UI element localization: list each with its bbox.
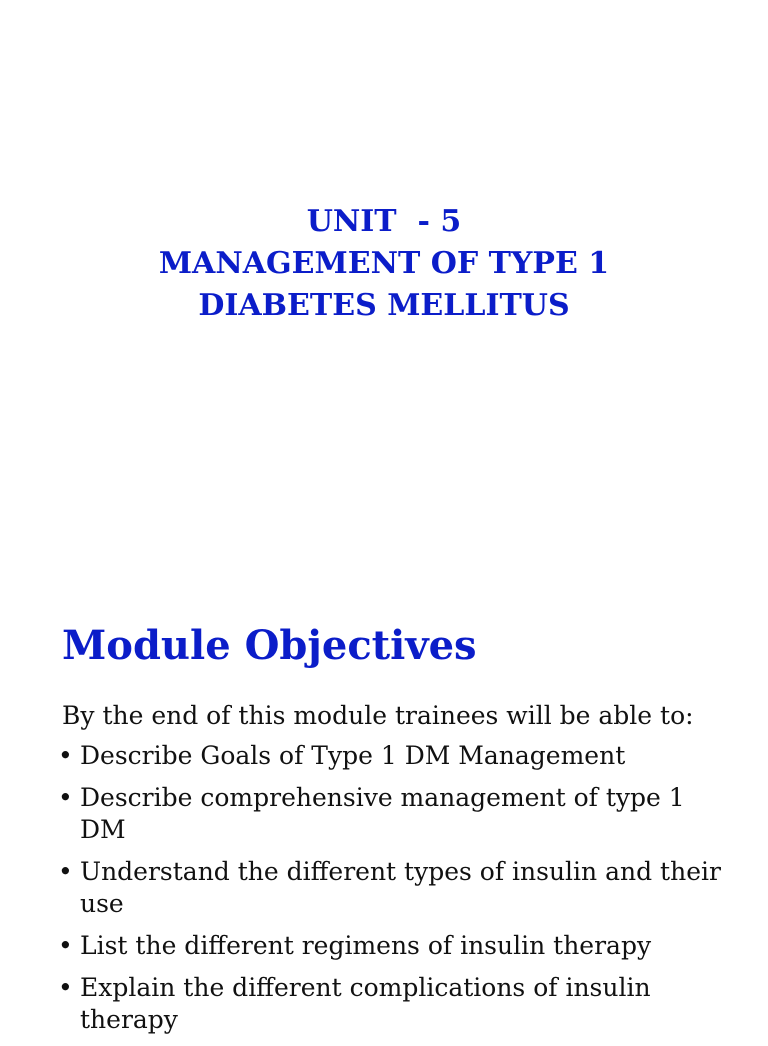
unit-number: UNIT - 5 <box>306 204 462 239</box>
module-objectives-heading: Module Objectives <box>62 622 477 669</box>
objective-text: List the different regimens of insulin therapy <box>80 931 652 960</box>
objective-text: Describe comprehensive management of type 1 DM <box>80 783 685 844</box>
bullet-icon: • <box>58 857 73 886</box>
objective-text: Understand the different types of insulin and their use <box>80 857 721 918</box>
objective-item <box>58 740 738 772</box>
objective-text: Describe Goals of Type 1 DM Management <box>80 741 626 770</box>
unit-title <box>0 201 768 327</box>
unit-title-line-1: MANAGEMENT OF TYPE 1 <box>158 246 610 281</box>
bullet-icon: • <box>58 973 73 1002</box>
bullet-icon: • <box>58 783 73 812</box>
objective-item <box>58 782 738 846</box>
objectives-list <box>58 740 738 1046</box>
objective-text: Explain the different complications of insulin therapy <box>80 973 651 1034</box>
objectives-intro: By the end of this module trainees will be able to: <box>62 701 694 730</box>
bullet-icon: • <box>58 931 73 960</box>
bullet-icon: • <box>58 741 73 770</box>
unit-title-line-2: DIABETES MELLITUS <box>198 288 570 323</box>
objective-item <box>58 930 738 962</box>
objective-item <box>58 856 738 920</box>
objective-item <box>58 972 738 1036</box>
